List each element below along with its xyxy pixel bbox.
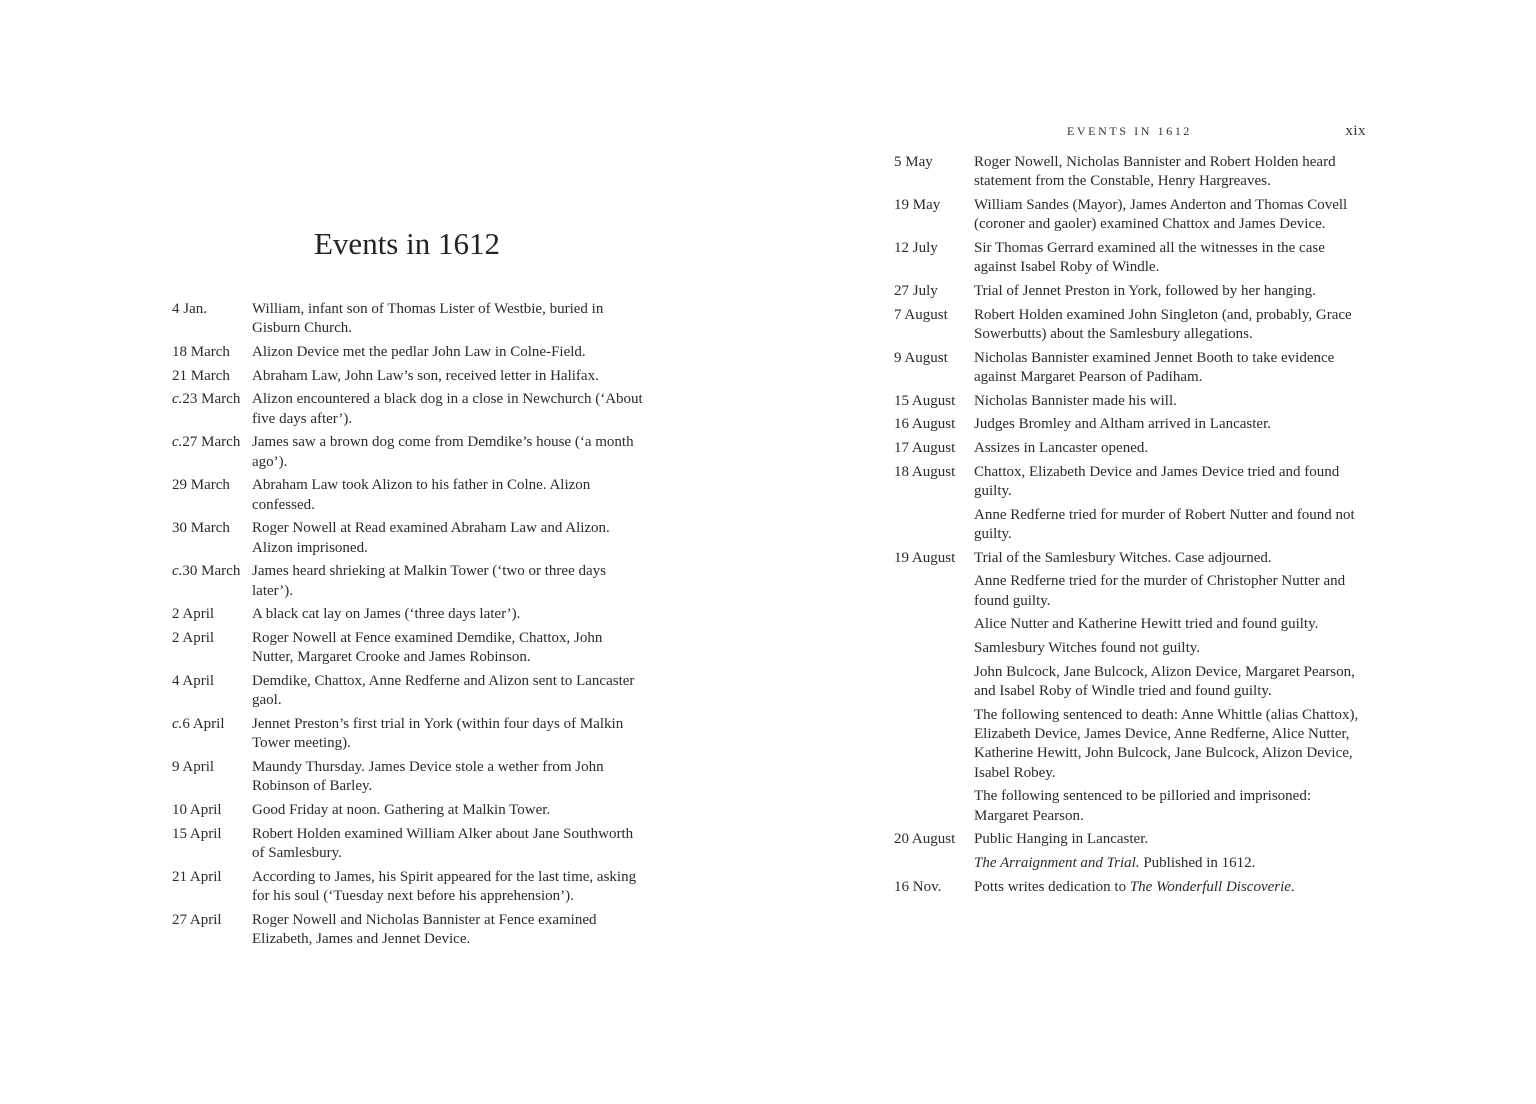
event-date: 12 July <box>894 239 938 256</box>
event-date <box>894 506 974 545</box>
event-description: The following sentenced to be pilloried and imprisoned: Margaret Pearson. <box>974 788 1312 824</box>
event-date: 15 August <box>894 392 956 409</box>
chapter-title: Events in 1612 <box>314 226 500 261</box>
event-entry <box>172 672 646 711</box>
event-date: 19 August <box>894 549 956 566</box>
event-description: Potts writes dedication to The Wonderfull Discoverie. <box>974 878 1295 895</box>
event-date: c.27 March <box>172 434 241 451</box>
event-description: According to James, his Spirit appeared for the last time, asking for his soul (‘Tuesday next before his apprehension’). <box>252 868 637 904</box>
event-description: Abraham Law took Alizon to his father in Colne. Alizon confessed. <box>252 477 591 513</box>
event-entry <box>894 572 1368 611</box>
event-entry <box>172 300 646 339</box>
event-description: Anne Redferne tried for the murder of Christopher Nutter and found guilty. <box>974 573 1346 609</box>
event-date: 9 April <box>172 758 215 775</box>
event-entry <box>894 282 1368 301</box>
event-entry <box>894 639 1368 658</box>
event-description: Demdike, Chattox, Anne Redferne and Alizon sent to Lancaster gaol. <box>252 672 635 709</box>
running-head-title: EVENTS IN 1612 <box>1066 124 1193 138</box>
event-date <box>894 706 974 783</box>
event-entry <box>172 519 646 558</box>
event-description: Robert Holden examined John Singleton (and, probably, Grace Sowerbutts) about the Samlesbury allegations. <box>974 306 1352 342</box>
event-entry <box>894 854 1368 873</box>
event-date: 17 August <box>894 439 956 456</box>
event-entry <box>172 343 646 362</box>
event-entry <box>172 605 646 624</box>
event-entry <box>894 463 1368 502</box>
event-date <box>894 787 974 826</box>
event-date: 30 March <box>172 520 230 537</box>
event-date: 21 April <box>172 868 222 885</box>
event-description: Roger Nowell and Nicholas Bannister at Fence examined Elizabeth, James and Jennet Device. <box>252 911 597 947</box>
event-entry <box>172 868 646 907</box>
event-description: Roger Nowell at Fence examined Demdike, Chattox, John Nutter, Margaret Crooke and James Robinson. <box>252 629 603 666</box>
event-entry <box>894 615 1368 634</box>
event-description: Roger Nowell at Read examined Abraham Law and Alizon. Alizon imprisoned. <box>252 520 610 556</box>
event-description: James saw a brown dog come from Demdike’s house (‘a month ago’). <box>252 434 634 470</box>
event-date: c.30 March <box>172 563 241 580</box>
event-description: The following sentenced to death: Anne Whittle (alias Chattox), Elizabeth Device, James Device, Anne Redferne, Alice Nutter, Katherine Hewitt, John Bulcock, Jane Bulcock, Alizon Device, Isabel Robey. <box>974 706 1359 781</box>
event-entry <box>894 239 1368 278</box>
event-date: c.23 March <box>172 391 241 408</box>
event-date: c.6 April <box>172 715 225 732</box>
event-date: 2 April <box>172 606 215 623</box>
left-event-list <box>172 300 646 954</box>
running-head <box>893 120 1366 142</box>
event-date: 16 August <box>894 416 956 433</box>
event-description: James heard shrieking at Malkin Tower (‘two or three days later’). <box>252 563 606 599</box>
event-description: William, infant son of Thomas Lister of Westbie, buried in Gisburn Church. <box>252 301 604 337</box>
event-date: 9 August <box>894 349 948 366</box>
event-date <box>894 572 974 611</box>
event-date <box>894 639 974 658</box>
event-entry <box>172 390 646 429</box>
event-description: Abraham Law, John Law’s son, received letter in Halifax. <box>252 367 599 384</box>
event-description: Good Friday at noon. Gathering at Malkin Tower. <box>252 801 551 818</box>
event-description: Roger Nowell, Nicholas Bannister and Robert Holden heard statement from the Constable, Henry Hargreaves. <box>974 154 1336 190</box>
event-date: 4 April <box>172 672 215 689</box>
event-description: Nicholas Bannister made his will. <box>974 392 1177 409</box>
event-date <box>894 854 974 873</box>
event-entry <box>172 367 646 386</box>
event-entry <box>894 392 1368 411</box>
event-description: Public Hanging in Lancaster. <box>974 831 1149 848</box>
event-description: John Bulcock, Jane Bulcock, Alizon Device, Margaret Pearson, and Isabel Roby of Windle tried and found guilty. <box>974 663 1355 699</box>
right-page <box>768 0 1536 1104</box>
event-date: 2 April <box>172 629 215 646</box>
event-entry <box>172 825 646 864</box>
page-number: xix <box>1345 123 1366 139</box>
event-date: 18 August <box>894 463 956 480</box>
event-entry <box>894 878 1368 897</box>
event-entry <box>894 439 1368 458</box>
event-entry <box>894 306 1368 345</box>
event-description: Alizon encountered a black dog in a close in Newchurch (‘About five days after’). <box>252 391 643 427</box>
event-entry <box>894 153 1368 192</box>
event-description: The Arraignment and Trial. Published in 1612. <box>974 854 1256 871</box>
event-date: 27 April <box>172 911 222 928</box>
event-entry <box>172 629 646 668</box>
event-date: 4 Jan. <box>172 301 207 317</box>
event-description: Judges Bromley and Altham arrived in Lancaster. <box>974 416 1272 433</box>
event-description: Robert Holden examined William Alker about Jane Southworth of Samlesbury. <box>252 825 634 861</box>
event-description: Jennet Preston’s first trial in York (within four days of Malkin Tower meeting). <box>252 715 624 752</box>
event-date: 29 March <box>172 477 230 494</box>
event-entry <box>172 715 646 754</box>
event-entry <box>894 706 1368 783</box>
event-entry <box>172 562 646 601</box>
event-description: Alizon Device met the pedlar John Law in Colne-Field. <box>252 343 586 360</box>
event-description: Nicholas Bannister examined Jennet Booth to take evidence against Margaret Pearson of Padiham. <box>974 349 1335 385</box>
event-date <box>894 615 974 634</box>
right-event-list <box>894 153 1368 901</box>
event-date: 18 March <box>172 343 230 360</box>
event-entry <box>894 787 1368 826</box>
event-entry <box>894 506 1368 545</box>
event-description: Trial of the Samlesbury Witches. Case adjourned. <box>974 549 1272 566</box>
event-description: A black cat lay on James (‘three days later’). <box>252 606 521 623</box>
event-entry <box>894 549 1368 568</box>
event-entry <box>894 663 1368 702</box>
event-date: 19 May <box>894 196 941 213</box>
event-entry <box>172 911 646 950</box>
event-entry <box>172 433 646 472</box>
event-date: 21 March <box>172 367 230 384</box>
event-entry <box>894 415 1368 434</box>
event-date: 7 August <box>894 306 948 323</box>
event-description: Trial of Jennet Preston in York, followed by her hanging. <box>974 282 1316 299</box>
event-date: 20 August <box>894 831 956 848</box>
event-entry <box>894 349 1368 388</box>
event-description: Alice Nutter and Katherine Hewitt tried and found guilty. <box>974 616 1319 633</box>
event-date: 27 July <box>894 282 938 299</box>
event-description: Maundy Thursday. James Device stole a wether from John Robinson of Barley. <box>252 758 604 795</box>
event-date <box>894 663 974 702</box>
event-date: 16 Nov. <box>894 878 942 895</box>
event-entry <box>172 476 646 515</box>
event-entry <box>894 196 1368 235</box>
event-date: 5 May <box>894 154 933 170</box>
event-description: Assizes in Lancaster opened. <box>974 439 1149 456</box>
event-entry <box>894 830 1368 849</box>
event-description: William Sandes (Mayor), James Anderton and Thomas Covell (coroner and gaoler) examined Chattox and James Device. <box>974 196 1348 233</box>
event-date: 10 April <box>172 801 222 818</box>
event-description: Sir Thomas Gerrard examined all the witnesses in the case against Isabel Roby of Windle. <box>974 239 1325 276</box>
event-description: Chattox, Elizabeth Device and James Device tried and found guilty. <box>974 463 1340 499</box>
event-entry <box>172 801 646 820</box>
event-entry <box>172 758 646 797</box>
event-description: Samlesbury Witches found not guilty. <box>974 640 1201 656</box>
event-date: 15 April <box>172 825 222 842</box>
event-description: Anne Redferne tried for murder of Robert Nutter and found not guilty. <box>974 506 1355 542</box>
